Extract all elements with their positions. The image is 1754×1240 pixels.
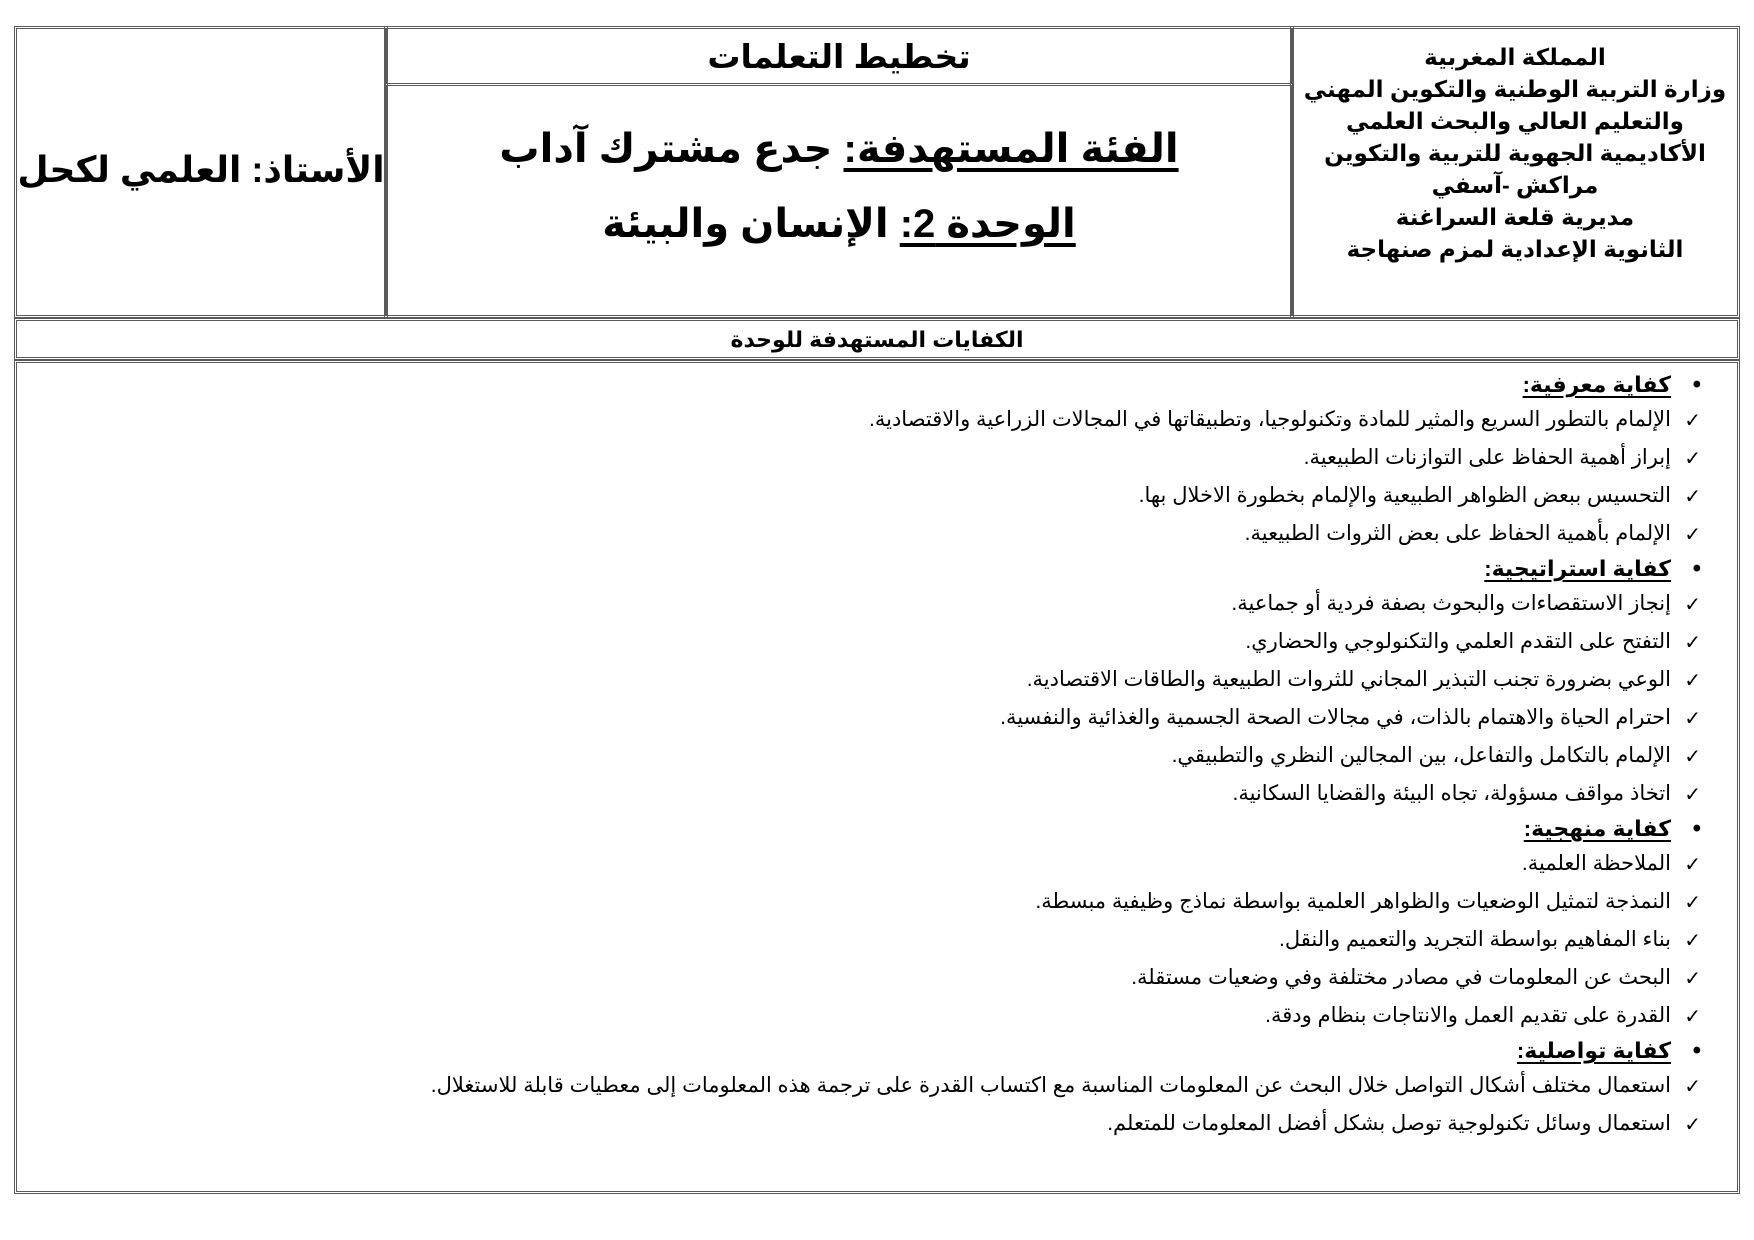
institution-line: والتعليم العالي والبحث العلمي [1346,108,1684,134]
competency-item-text: اتخاذ مواقف مسؤولة، تجاه البيئة والقضايا السكانية. [1232,782,1671,805]
competency-item [41,699,1701,737]
competency-item-text: التحسيس ببعض الظواهر الطبيعية والإلمام بخطورة الاخلال بها. [1138,484,1671,507]
competency-item [41,439,1701,477]
institution-line: وزارة التربية الوطنية والتكوين المهني [1303,76,1727,102]
plan-title-box [384,26,1294,86]
checkmark-icon: ✓ [1684,1112,1701,1136]
competencies-bar [14,318,1740,360]
target-group-line [387,126,1291,172]
institution-header-box [1290,26,1740,318]
checkmark-icon: ✓ [1684,852,1701,876]
competency-section-title [41,1035,1701,1067]
competency-section-label: كفاية منهجية: [1523,816,1671,841]
unit-line [387,201,1291,247]
checkmark-icon: ✓ [1684,782,1701,806]
competency-item [41,737,1701,775]
competency-item [41,1105,1701,1143]
checkmark-icon: ✓ [1684,592,1701,616]
checkmark-icon: ✓ [1684,446,1701,470]
checkmark-icon: ✓ [1684,522,1701,546]
competency-section-label: كفاية تواصلية: [1516,1038,1671,1063]
competencies-body [14,360,1740,1194]
unit-label: الوحدة 2: [899,202,1076,246]
competency-item-text: إبراز أهمية الحفاظ على التوازنات الطبيعية. [1303,446,1671,469]
competency-section-title [41,553,1701,585]
checkmark-icon: ✓ [1684,1004,1701,1028]
competency-item [41,775,1701,813]
competency-item-text: الإلمام بالتكامل والتفاعل، بين المجالين النظري والتطبيقي. [1171,744,1671,767]
teacher-box [14,26,388,318]
competency-item [41,959,1701,997]
competency-item-text: استعمال وسائل تكنولوجية توصل بشكل أفضل المعلومات للمتعلم. [1107,1112,1671,1135]
bullet-icon: • [1692,815,1701,842]
competency-item-text: الملاحظة العلمية. [1521,852,1671,875]
teacher-name: الأستاذ: العلمي لكحل [17,149,385,190]
checkmark-icon: ✓ [1684,408,1701,432]
checkmark-icon: ✓ [1684,966,1701,990]
competency-item [41,921,1701,959]
institution-block [1297,41,1733,265]
lesson-plan-document [14,26,1740,1194]
competency-item-text: الوعي بضرورة تجنب التبذير المجاني للثروات الطبيعية والطاقات الاقتصادية. [1026,668,1671,691]
institution-line: الثانوية الإعدادية لمزم صنهاجة [1346,236,1684,262]
competency-item-text: احترام الحياة والاهتمام بالذات، في مجالات الصحة الجسمية والغذائية والنفسية. [1000,706,1671,729]
competencies-bar-title: الكفايات المستهدفة للوحدة [730,327,1024,352]
competency-item [41,1067,1701,1105]
competency-item-text: بناء المفاهيم بواسطة التجريد والتعميم والنقل. [1279,928,1671,951]
checkmark-icon: ✓ [1684,1074,1701,1098]
unit-value: الإنسان والبيئة [602,202,889,246]
bullet-icon: • [1692,371,1701,398]
competency-item-text: القدرة على تقديم العمل والانتاجات بنظام ودقة. [1265,1004,1671,1027]
competencies-list [41,369,1701,1143]
competency-item [41,585,1701,623]
competency-item [41,515,1701,553]
competency-item [41,661,1701,699]
competency-item-text: النمذجة لتمثيل الوضعيات والظواهر العلمية بواسطة نماذج وظيفية مبسطة. [1035,890,1671,913]
institution-line: المملكة المغربية [1424,44,1606,70]
competency-item [41,401,1701,439]
competency-item [41,623,1701,661]
institution-line: مراكش -آسفي [1431,172,1599,198]
plan-title: تخطيط التعلمات [707,38,971,75]
checkmark-icon: ✓ [1684,890,1701,914]
target-group-value: جدع مشترك آداب [499,127,833,171]
institution-line: الأكاديمية الجهوية للتربية والتكوين [1324,140,1706,166]
target-unit-box [384,83,1294,318]
target-group-label: الفئة المستهدفة: [843,127,1179,171]
institution-line: مديرية قلعة السراغنة [1395,204,1635,230]
competency-section-label: كفاية استراتيجية: [1484,556,1671,581]
competency-section-title [41,813,1701,845]
checkmark-icon: ✓ [1684,706,1701,730]
checkmark-icon: ✓ [1684,928,1701,952]
checkmark-icon: ✓ [1684,668,1701,692]
competency-item-text: الإلمام بالتطور السريع والمثير للمادة وتكنولوجيا، وتطبيقاتها في المجالات الزراعية والاقتصادية. [869,408,1671,431]
competency-item [41,477,1701,515]
competency-item-text: استعمال مختلف أشكال التواصل خلال البحث عن المعلومات المناسبة مع اكتساب القدرة على ترجمة هذه المعلومات إلى معطيات قابلة للاستغلال. [430,1074,1671,1097]
competency-section-title [41,369,1701,401]
competency-item-text: الإلمام بأهمية الحفاظ على بعض الثروات الطبيعية. [1244,522,1671,545]
competency-item [41,883,1701,921]
bullet-icon: • [1692,555,1701,582]
competency-section-label: كفاية معرفية: [1522,372,1671,397]
checkmark-icon: ✓ [1684,630,1701,654]
bullet-icon: • [1692,1037,1701,1064]
competency-item-text: التفتح على التقدم العلمي والتكنولوجي والحضاري. [1245,630,1671,653]
competency-item [41,997,1701,1035]
checkmark-icon: ✓ [1684,744,1701,768]
competency-item [41,845,1701,883]
competency-item-text: إنجاز الاستقصاءات والبحوث بصفة فردية أو جماعية. [1231,592,1671,615]
competency-item-text: البحث عن المعلومات في مصادر مختلفة وفي وضعيات مستقلة. [1131,966,1671,989]
checkmark-icon: ✓ [1684,484,1701,508]
